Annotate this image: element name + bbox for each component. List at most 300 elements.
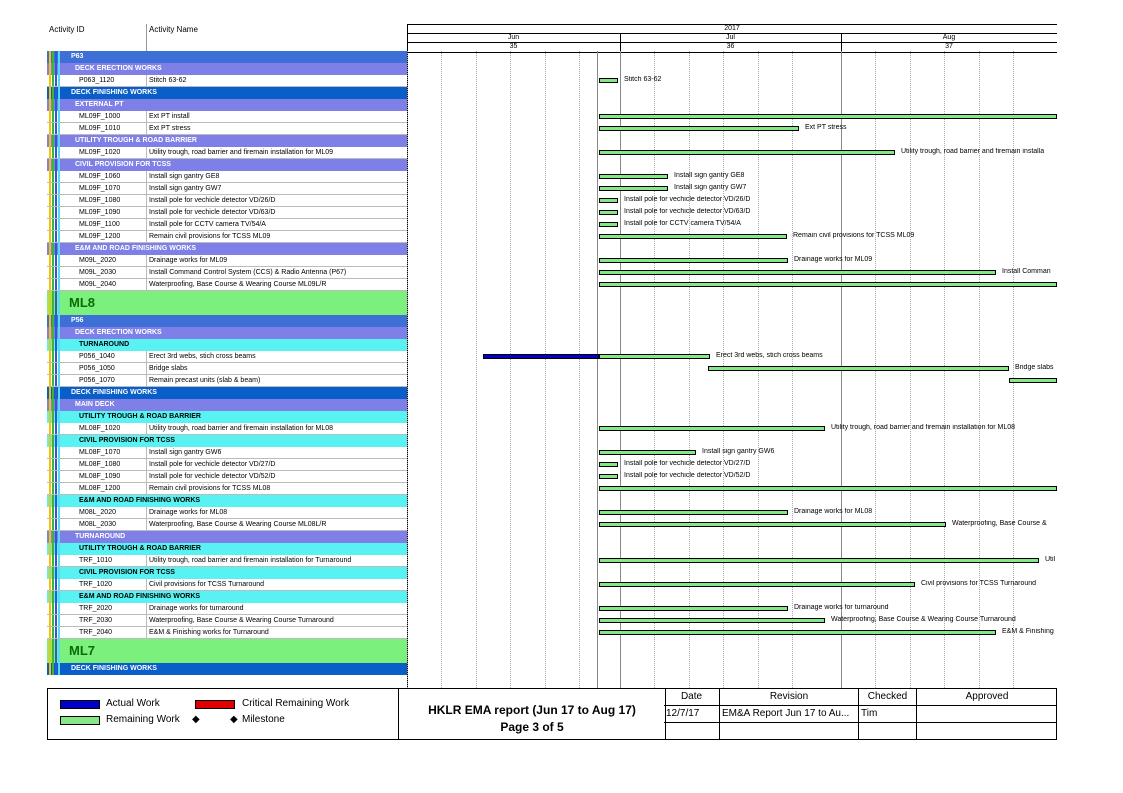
wbs-level-band (55, 615, 57, 626)
wbs-level-band (58, 99, 60, 111)
wbs-group-header[interactable] (47, 663, 407, 675)
wbs-group-label: E&M AND ROAD FINISHING WORKS (75, 245, 197, 252)
wbs-group-label: TURNAROUND (79, 341, 130, 348)
bar-label: Install sign gantry GW6 (702, 448, 775, 455)
wbs-group-label: EXTERNAL PT (75, 101, 124, 108)
activity-name: Install pole for vechicle detector VD/52/D (149, 473, 276, 480)
wbs-level-band (55, 195, 57, 206)
remaining-work-bar[interactable] (599, 114, 1057, 119)
wbs-level-band (49, 51, 51, 63)
report-title-block (398, 689, 666, 739)
wbs-group-label: P56 (71, 317, 84, 324)
wbs-level-band (55, 327, 57, 339)
remaining-work-bar[interactable] (599, 450, 696, 455)
wbs-level-band (58, 123, 60, 134)
wbs-level-band (58, 363, 60, 374)
activity-name: Install Command Control System (CCS) & Radio Antenna (P67) (149, 269, 347, 276)
column-divider (146, 111, 147, 122)
wbs-group-header[interactable] (47, 399, 407, 411)
wbs-level-band (52, 123, 54, 134)
activity-id: M09L_2030 (79, 269, 116, 276)
wbs-level-band (58, 447, 60, 458)
wbs-level-band (52, 387, 54, 399)
activity-row[interactable] (47, 627, 407, 639)
activity-id: ML09F_1070 (79, 185, 121, 192)
activity-id: ML09F_1200 (79, 233, 121, 240)
wbs-level-band (58, 111, 60, 122)
actual-work-bar[interactable] (483, 354, 599, 359)
bar-label: E&M & Finishing (1002, 628, 1054, 635)
wbs-group-header[interactable] (47, 591, 407, 603)
activity-name: Install sign gantry GW6 (149, 449, 222, 456)
critical-remaining-swatch (195, 700, 235, 709)
wbs-group-header[interactable] (47, 135, 407, 147)
wbs-level-band (55, 639, 57, 663)
milestone-icon: ◆ (192, 714, 200, 725)
activity-row[interactable] (47, 615, 407, 627)
activity-id: ML08F_1070 (79, 449, 121, 456)
col-header-activity-id[interactable]: Activity ID (49, 25, 85, 34)
wbs-level-band (49, 591, 51, 603)
wbs-level-band (58, 615, 60, 626)
activity-name: Install pole for CCTV camera TV/54/A (149, 221, 266, 228)
wbs-level-band (58, 315, 60, 327)
column-divider (146, 519, 147, 530)
wbs-level-band (55, 603, 57, 614)
remaining-work-bar[interactable] (599, 198, 618, 203)
wbs-level-band (52, 339, 54, 351)
wbs-level-band (49, 267, 51, 278)
wbs-level-band (55, 459, 57, 470)
wbs-group-header[interactable] (47, 567, 407, 579)
wbs-level-band (49, 519, 51, 530)
legend-remaining-work: Remaining Work (106, 714, 180, 725)
activity-name: Utility trough, road barrier and firemain installation for ML09 (149, 149, 334, 156)
column-divider (146, 183, 147, 194)
activity-row[interactable] (47, 351, 407, 363)
remaining-work-bar[interactable] (599, 282, 1057, 287)
activity-id: ML09F_1060 (79, 173, 121, 180)
wbs-level-band (52, 459, 54, 470)
activity-row[interactable] (47, 375, 407, 387)
wbs-level-band (55, 363, 57, 374)
wbs-level-band (58, 159, 60, 171)
column-divider (146, 24, 147, 51)
remaining-work-bar[interactable] (599, 474, 618, 479)
column-divider (146, 603, 147, 614)
wbs-level-band (52, 279, 54, 290)
activity-row[interactable] (47, 183, 407, 195)
activity-id: P056_1040 (79, 353, 115, 360)
bar-label: Bridge slabs (1015, 364, 1054, 371)
timescale-month-aug: Aug (942, 34, 956, 41)
wbs-level-band (52, 519, 54, 530)
activity-row[interactable] (47, 267, 407, 279)
wbs-group-label: ML7 (69, 643, 95, 658)
activity-row[interactable] (47, 219, 407, 231)
remaining-work-bar[interactable] (1009, 378, 1057, 383)
wbs-level-band (49, 555, 51, 566)
column-divider (146, 279, 147, 290)
wbs-group-label: DECK FINISHING WORKS (71, 89, 157, 96)
wbs-level-band (52, 87, 54, 99)
wbs-level-band (55, 111, 57, 122)
activity-row[interactable] (47, 171, 407, 183)
wbs-level-band (58, 339, 60, 351)
revision-table-line (664, 722, 1057, 723)
wbs-group-label: UTILITY TROUGH & ROAD BARRIER (75, 137, 197, 144)
wbs-group-header[interactable] (47, 339, 407, 351)
wbs-level-band (58, 423, 60, 434)
wbs-group-header[interactable] (47, 243, 407, 255)
wbs-level-band (55, 567, 57, 579)
wbs-level-band (58, 567, 60, 579)
column-divider (146, 75, 147, 86)
timescale-month-jun: Jun (507, 34, 520, 41)
wbs-group-label: TURNAROUND (75, 533, 126, 540)
activity-row[interactable] (47, 231, 407, 243)
remaining-work-bar[interactable] (599, 222, 618, 227)
remaining-work-bar[interactable] (708, 366, 1009, 371)
wbs-level-band (52, 219, 54, 230)
col-header-activity-name[interactable]: Activity Name (149, 25, 198, 34)
revision-date-value: 12/7/17 (666, 708, 700, 719)
wbs-level-band (49, 411, 51, 423)
activity-id: M08L_2020 (79, 509, 116, 516)
wbs-level-band (58, 75, 60, 86)
wbs-level-band (52, 315, 54, 327)
wbs-group-header[interactable] (47, 99, 407, 111)
remaining-work-bar[interactable] (599, 486, 1057, 491)
wbs-group-label: CIVIL PROVISION FOR TCSS (79, 437, 175, 444)
wbs-level-band (52, 231, 54, 242)
bar-label: Stitch 63-62 (624, 76, 662, 83)
wbs-level-band (52, 159, 54, 171)
wbs-level-band (55, 483, 57, 494)
bar-label: Ext PT stress (805, 124, 847, 131)
wbs-level-band (58, 51, 60, 63)
activity-id: TRF_2040 (79, 629, 113, 636)
activity-row[interactable] (47, 363, 407, 375)
remaining-work-bar[interactable] (599, 558, 1039, 563)
wbs-level-band (58, 183, 60, 194)
wbs-level-band (58, 219, 60, 230)
activity-id: ML09F_1090 (79, 209, 121, 216)
wbs-level-band (52, 363, 54, 374)
activity-row[interactable] (47, 447, 407, 459)
wbs-level-band (58, 507, 60, 518)
activity-name: Remain precast units (slab & beam) (149, 377, 261, 384)
activity-name: Bridge slabs (149, 365, 188, 372)
bar-label: Utility trough, road barrier and firemain installation for ML08 (831, 424, 1016, 431)
wbs-level-band (52, 591, 54, 603)
activity-row[interactable] (47, 483, 407, 495)
activity-row[interactable] (47, 603, 407, 615)
wbs-level-band (55, 87, 57, 99)
wbs-level-band (52, 255, 54, 266)
remaining-work-bar[interactable] (599, 510, 788, 515)
activity-name: Remain civil provisions for TCSS ML08 (149, 485, 271, 492)
wbs-level-band (49, 615, 51, 626)
revision-col-revision: Revision (769, 691, 809, 702)
wbs-level-band (49, 231, 51, 242)
bar-label: Install pole for vechicle detector VD/27/D (624, 460, 751, 467)
wbs-level-band (49, 75, 51, 86)
bar-label: Civil provisions for TCSS Turnaround (921, 580, 1037, 587)
wbs-level-band (55, 627, 57, 638)
wbs-level-band (55, 255, 57, 266)
timescale-divider (841, 33, 842, 52)
wbs-level-band (52, 495, 54, 507)
wbs-level-band (49, 243, 51, 255)
wbs-level-band (58, 267, 60, 278)
wbs-level-band (55, 147, 57, 158)
gantt-gridline (1013, 51, 1014, 688)
wbs-level-band (49, 567, 51, 579)
wbs-level-band (49, 459, 51, 470)
legend-critical-remaining: Critical Remaining Work (242, 698, 350, 709)
column-divider (146, 447, 147, 458)
activity-row[interactable] (47, 147, 407, 159)
column-divider (146, 219, 147, 230)
wbs-group-header[interactable] (47, 159, 407, 171)
wbs-level-band (55, 183, 57, 194)
activity-name: Waterproofing, Base Course & Wearing Course ML08L/R (149, 521, 327, 528)
wbs-level-band (49, 543, 51, 555)
wbs-level-band (58, 147, 60, 158)
revision-checked-value: Tim (861, 708, 878, 719)
remaining-work-bar[interactable] (599, 522, 946, 527)
bar-label: Install pole for vechicle detector VD/26/D (624, 196, 751, 203)
wbs-level-band (52, 147, 54, 158)
wbs-group-header[interactable] (47, 411, 407, 423)
wbs-level-band (52, 399, 54, 411)
activity-row[interactable] (47, 111, 407, 123)
wbs-level-band (58, 231, 60, 242)
wbs-level-band (49, 135, 51, 147)
activity-row[interactable] (47, 207, 407, 219)
bar-label: Waterproofing, Base Course & (952, 520, 1047, 527)
wbs-group-header[interactable] (47, 639, 407, 663)
wbs-level-band (49, 351, 51, 362)
activity-id: ML09F_1080 (79, 197, 121, 204)
data-date-line (597, 51, 598, 688)
wbs-group-header[interactable] (47, 291, 407, 315)
wbs-level-band (58, 243, 60, 255)
remaining-work-bar[interactable] (599, 426, 825, 431)
wbs-group-label: E&M AND ROAD FINISHING WORKS (79, 497, 201, 504)
wbs-group-header[interactable] (47, 435, 407, 447)
activity-row[interactable] (47, 519, 407, 531)
wbs-level-band (52, 75, 54, 86)
actual-work-swatch (60, 700, 100, 709)
remaining-work-bar[interactable] (599, 630, 996, 635)
wbs-group-header[interactable] (47, 315, 407, 327)
wbs-level-band (49, 255, 51, 266)
activity-row[interactable] (47, 555, 407, 567)
wbs-group-header[interactable] (47, 87, 407, 99)
wbs-group-label: DECK ERECTION WORKS (75, 329, 162, 336)
legend-actual-work: Actual Work (106, 698, 160, 709)
wbs-level-band (49, 123, 51, 134)
timescale-year: 2017 (724, 25, 740, 32)
activity-id: ML09F_1020 (79, 149, 121, 156)
wbs-level-band (52, 531, 54, 543)
column-divider (146, 207, 147, 218)
bar-label: Remain civil provisions for TCSS ML09 (793, 232, 915, 239)
wbs-level-band (49, 219, 51, 230)
activity-name: Install sign gantry GE8 (149, 173, 220, 180)
activity-row[interactable] (47, 123, 407, 135)
wbs-level-band (52, 327, 54, 339)
bar-label: Utility trough, road barrier and firemain installa (901, 148, 1045, 155)
remaining-work-bar[interactable] (599, 582, 915, 587)
remaining-work-bar[interactable] (599, 126, 799, 131)
revision-description-value: EM&A Report Jun 17 to Au... (722, 708, 850, 719)
wbs-group-label: P63 (71, 53, 84, 60)
wbs-level-band (55, 243, 57, 255)
wbs-level-band (49, 171, 51, 182)
wbs-level-band (52, 663, 54, 675)
activity-id: ML09F_1100 (79, 221, 120, 228)
wbs-group-header[interactable] (47, 51, 407, 63)
wbs-group-label: DECK FINISHING WORKS (71, 665, 157, 672)
wbs-level-band (58, 351, 60, 362)
wbs-group-header[interactable] (47, 531, 407, 543)
wbs-level-band (58, 87, 60, 99)
activity-row[interactable] (47, 195, 407, 207)
activity-id: TRF_2020 (79, 605, 113, 612)
activity-row[interactable] (47, 255, 407, 267)
activity-id: ML09F_1010 (79, 125, 121, 132)
wbs-level-band (49, 339, 51, 351)
activity-id: M09L_2040 (79, 281, 116, 288)
remaining-work-bar[interactable] (599, 462, 618, 467)
wbs-group-label: ML8 (69, 295, 95, 310)
activity-row[interactable] (47, 471, 407, 483)
wbs-level-band (52, 63, 54, 75)
gantt-gridline (579, 51, 580, 688)
wbs-level-band (55, 519, 57, 530)
activity-name: Install pole for vechicle detector VD/26/D (149, 197, 276, 204)
wbs-level-band (52, 171, 54, 182)
activity-row[interactable] (47, 459, 407, 471)
activity-row[interactable] (47, 507, 407, 519)
remaining-work-bar[interactable] (599, 618, 825, 623)
wbs-level-band (49, 447, 51, 458)
activity-row[interactable] (47, 75, 407, 87)
column-divider (146, 147, 147, 158)
wbs-level-band (49, 483, 51, 494)
column-divider (146, 171, 147, 182)
activity-id: TRF_2030 (79, 617, 113, 624)
wbs-level-band (52, 243, 54, 255)
column-divider (146, 231, 147, 242)
column-divider (146, 363, 147, 374)
wbs-level-band (55, 75, 57, 86)
remaining-work-bar[interactable] (599, 234, 787, 239)
wbs-group-header[interactable] (47, 495, 407, 507)
wbs-level-band (55, 219, 57, 230)
activity-id: P063_1120 (79, 77, 115, 84)
activity-row[interactable] (47, 423, 407, 435)
remaining-work-bar[interactable] (599, 174, 668, 179)
wbs-level-band (58, 171, 60, 182)
wbs-level-band (58, 459, 60, 470)
remaining-work-swatch (60, 716, 100, 725)
wbs-level-band (52, 195, 54, 206)
wbs-group-label: E&M AND ROAD FINISHING WORKS (79, 593, 201, 600)
column-divider (146, 471, 147, 482)
wbs-level-band (58, 555, 60, 566)
column-divider (146, 555, 147, 566)
bar-label: Install pole for vechicle detector VD/63/D (624, 208, 751, 215)
remaining-work-bar[interactable] (599, 606, 788, 611)
wbs-level-band (58, 639, 60, 663)
wbs-level-band (58, 531, 60, 543)
remaining-work-bar[interactable] (599, 210, 618, 215)
column-divider (146, 351, 147, 362)
bar-label: Install pole for vechicle detector VD/52/D (624, 472, 751, 479)
wbs-level-band (52, 615, 54, 626)
wbs-group-header[interactable] (47, 327, 407, 339)
wbs-level-band (52, 543, 54, 555)
activity-row[interactable] (47, 279, 407, 291)
activity-name: Stitch 63-62 (149, 77, 187, 84)
activity-id: P056_1050 (79, 365, 115, 372)
wbs-group-header[interactable] (47, 543, 407, 555)
activity-row[interactable] (47, 579, 407, 591)
remaining-work-bar[interactable] (599, 258, 788, 263)
wbs-level-band (55, 579, 57, 590)
remaining-work-bar[interactable] (599, 150, 895, 155)
wbs-level-band (55, 351, 57, 362)
wbs-level-band (58, 207, 60, 218)
activity-name: Install pole for vechicle detector VD/63/D (149, 209, 276, 216)
wbs-level-band (49, 279, 51, 290)
timescale-week-35: 35 (509, 43, 518, 50)
wbs-level-band (58, 483, 60, 494)
remaining-work-bar[interactable] (599, 354, 710, 359)
remaining-work-bar[interactable] (599, 78, 618, 83)
wbs-group-header[interactable] (47, 63, 407, 75)
wbs-level-band (49, 363, 51, 374)
wbs-level-band (58, 411, 60, 423)
wbs-level-band (52, 291, 54, 315)
gantt-gridline (441, 51, 442, 688)
gantt-gridline (545, 51, 546, 688)
activity-id: M09L_2020 (79, 257, 116, 264)
wbs-level-band (55, 399, 57, 411)
wbs-group-header[interactable] (47, 387, 407, 399)
milestone-icon: ◆ (230, 714, 238, 725)
wbs-level-band (58, 435, 60, 447)
bar-label: Install pole for CCTV camera TV/54/A (624, 220, 741, 227)
wbs-level-band (55, 339, 57, 351)
wbs-level-band (58, 63, 60, 75)
wbs-level-band (55, 411, 57, 423)
bar-label: Install Comman (1002, 268, 1051, 275)
gantt-gridline (476, 51, 477, 688)
wbs-level-band (52, 471, 54, 482)
remaining-work-bar[interactable] (599, 186, 668, 191)
activity-name: Drainage works for ML09 (149, 257, 228, 264)
wbs-level-band (52, 627, 54, 638)
wbs-level-band (52, 435, 54, 447)
activity-id: ML08F_1080 (79, 461, 121, 468)
remaining-work-bar[interactable] (599, 270, 996, 275)
wbs-level-band (52, 567, 54, 579)
